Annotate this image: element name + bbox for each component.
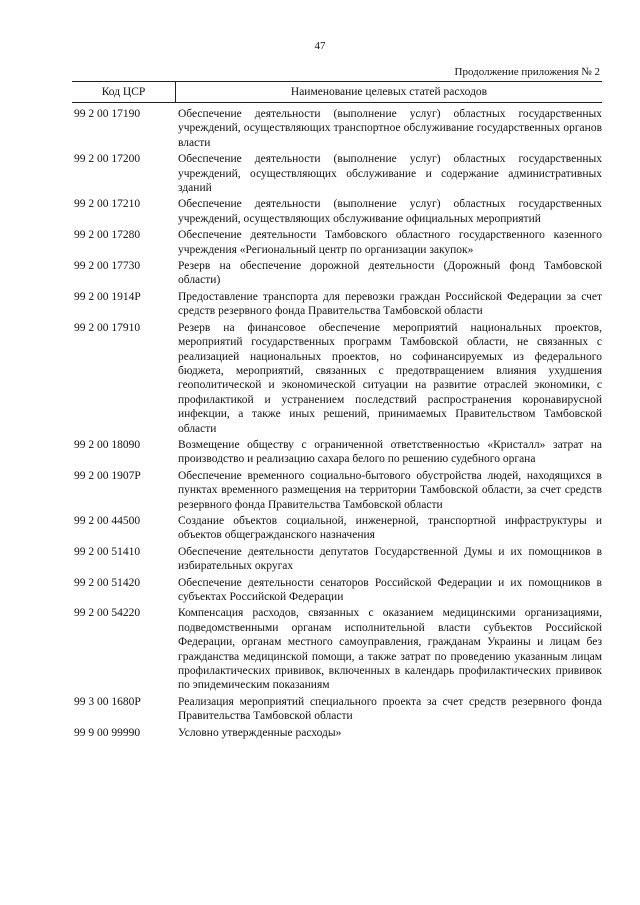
table-row <box>72 290 602 319</box>
row-name: Обеспечение временного социально-бытового обустройства людей, находящихся в пунктах временного размещения на территории Тамбовской области, за счет средств резервного фонда Правительства Тамбовской области <box>178 469 602 511</box>
row-name: Создание объектов социальной, инженерной, транспортной инфраструктуры и объектов общегражданского назначения <box>178 514 602 542</box>
row-code: 99 2 00 17730 <box>74 260 141 273</box>
table-row <box>72 259 602 288</box>
table-row <box>72 152 602 195</box>
table-row <box>72 514 602 543</box>
row-name: Обеспечение деятельности сенаторов Российской Федерации и их помощников в субъектах Российской Федерации <box>178 576 602 603</box>
row-code: 99 2 00 17200 <box>74 153 141 166</box>
row-code: 99 2 00 44500 <box>74 514 141 527</box>
table-row <box>72 107 602 150</box>
continuation-note: Продолжение приложения № 2 <box>454 66 600 78</box>
row-name: Условно утвержденные расходы» <box>178 726 342 739</box>
row-name: Резерв на финансовое обеспечение мероприятий национальных проектов, мероприятий государственных программ Тамбовской области, не связанных с реализацией национальных проектов, но софинансируемых из федерального бюджета, мероприятий, связанных с предотвращением влияния ухудшения геополитической и экономической ситуации на развитие отраслей экономики, с профилактикой и устранением последствий распространения коронавирусной инфекции, а также иных решений, принимаемых Правительством Тамбовской области <box>178 321 602 435</box>
row-name: Резерв на обеспечение дорожной деятельности (Дорожный фонд Тамбовской области) <box>178 260 602 287</box>
header-name: Наименование целевых статей расходов <box>290 86 488 98</box>
row-name: Предоставление транспорта для перевозки граждан Российской Федерации за счет средств резервного фонда Правительства Тамбовской области <box>178 290 602 318</box>
row-name: Обеспечение деятельности Тамбовского областного государственного казенного учреждения «Региональный центр по организации закупок» <box>178 229 602 256</box>
table-row <box>72 469 602 512</box>
row-code: 99 2 00 51410 <box>74 545 141 558</box>
table-row <box>72 576 602 605</box>
row-code: 99 2 00 1914Р <box>74 290 141 303</box>
table-row <box>72 197 602 226</box>
row-code: 99 9 00 99990 <box>74 726 141 739</box>
table-header <box>72 81 602 103</box>
table-row <box>72 545 602 574</box>
target-articles-table <box>72 81 602 740</box>
table-row <box>72 228 602 257</box>
table-row <box>72 606 602 692</box>
row-name: Обеспечение деятельности (выполнение услуг) областных государственных учреждений, осуществляющих транспортное обслуживание государственных органов власти <box>178 108 602 149</box>
row-code: 99 2 00 18090 <box>74 438 141 451</box>
row-name: Обеспечение деятельности (выполнение услуг) областных государственных учреждений, осуществляющих обслуживание официальных мероприятий <box>178 198 602 225</box>
row-name: Компенсация расходов, связанных с оказанием медицинскими организациями, подведомственными органам исполнительной власти субъектов Российской Федерации, органам местного самоуправления, гражданам Украины и лицам без гражданства медицинской помощи, а также затрат по проведению указанным лицам профилактических прививок, включенных в календарь профилактических прививок по эпидемическим показаниям <box>178 607 602 692</box>
row-name: Возмещение обществу с ограниченной ответственностью «Кристалл» затрат на производство и реализацию сахара белого по решению судебного органа <box>178 438 602 466</box>
row-code: 99 2 00 51420 <box>74 576 141 589</box>
row-name: Обеспечение деятельности депутатов Государственной Думы и их помощников в избирательных округах <box>178 545 602 573</box>
row-code: 99 2 00 17190 <box>74 108 141 120</box>
row-code: 99 2 00 54220 <box>74 607 141 620</box>
row-code: 99 2 00 17910 <box>74 321 141 334</box>
table-body <box>72 107 602 740</box>
row-code: 99 2 00 1907Р <box>74 469 141 482</box>
row-name: Обеспечение деятельности (выполнение услуг) областных государственных учреждений, осуществляющих обслуживание и содержание административных зданий <box>178 153 602 195</box>
row-name: Реализация мероприятий специального проекта за счет средств резервного фонда Правительства Тамбовской области <box>178 695 602 723</box>
table-row <box>72 695 602 724</box>
header-code: Код ЦСР <box>72 82 176 102</box>
page-number: 47 <box>314 40 326 52</box>
row-code: 99 2 00 17280 <box>74 229 141 242</box>
row-code: 99 3 00 1680Р <box>74 695 141 708</box>
table-row <box>72 726 602 740</box>
table-row <box>72 321 602 436</box>
table-row <box>72 438 602 467</box>
row-code: 99 2 00 17210 <box>74 198 141 211</box>
